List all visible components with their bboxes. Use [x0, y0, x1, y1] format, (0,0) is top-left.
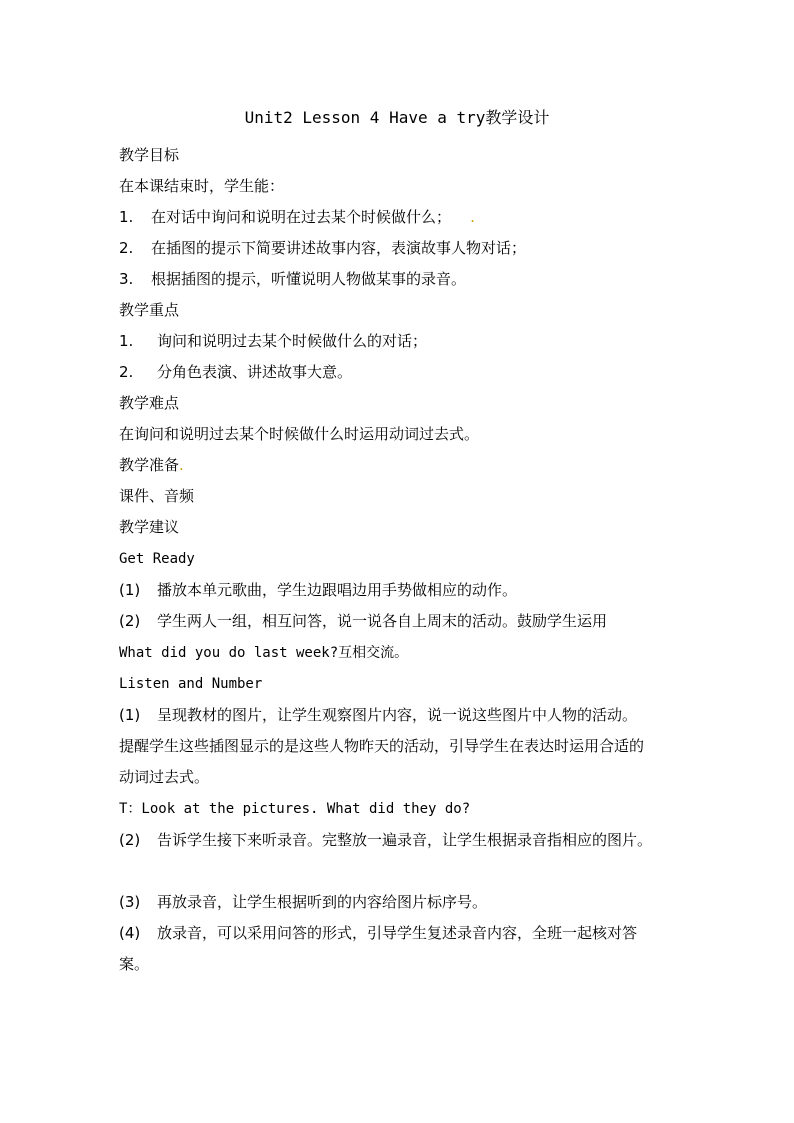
teacher-dialog: T：Look at the pictures. What did they do?	[119, 801, 471, 817]
preparation-text: 课件、音频	[119, 487, 195, 505]
item-number: (1)	[119, 706, 141, 724]
item-number: (2)	[119, 612, 141, 630]
listen-item	[119, 828, 679, 852]
objective-item	[119, 205, 679, 229]
listen-item-continued: 动词过去式。	[119, 768, 210, 786]
difficulties-text: 在询问和说明过去某个时候做什么时运用动词过去式。	[119, 425, 480, 443]
difficulties-heading: 教学难点	[119, 394, 180, 412]
key-point-item	[119, 360, 679, 384]
item-text: 学生两人一组，相互问答，说一说各自上周末的活动。鼓励学生运用	[157, 612, 608, 630]
item-number: (4)	[119, 924, 141, 942]
suggestions-heading: 教学建议	[119, 518, 180, 536]
item-number: (2)	[119, 831, 141, 849]
get-ready-item	[119, 578, 679, 602]
get-ready-item-continued: What did you do last week?互相交流。	[119, 645, 409, 661]
item-text: 分角色表演、讲述故事大意。	[157, 363, 353, 381]
document-title: Unit2 Lesson 4 Have a try教学设计	[244, 108, 550, 127]
item-number: 1.	[119, 332, 134, 350]
item-text: 放录音，可以采用问答的形式，引导学生复述录音内容，全班一起核对答	[157, 924, 638, 942]
get-ready-item	[119, 609, 679, 633]
listen-heading: Listen and Number	[119, 676, 263, 692]
objectives-heading: 教学目标	[119, 146, 180, 164]
listen-item-continued: 提醒学生这些插图显示的是这些人物昨天的活动，引导学生在表达时运用合适的	[119, 737, 645, 755]
listen-item	[119, 703, 679, 727]
item-number: 2.	[119, 239, 134, 257]
item-number: 1.	[119, 208, 134, 226]
item-text: 呈现教材的图片，让学生观察图片内容，说一说这些图片中人物的活动。	[157, 706, 638, 724]
stray-mark: .	[179, 456, 184, 474]
item-text: 在插图的提示下简要讲述故事内容，表演故事人物对话；	[151, 239, 527, 257]
item-number: (3)	[119, 893, 141, 911]
get-ready-heading: Get Ready	[119, 551, 195, 567]
item-number: 3.	[119, 270, 134, 288]
item-text: 播放本单元歌曲，学生边跟唱边用手势做相应的动作。	[157, 581, 518, 599]
preparation-heading	[119, 453, 679, 477]
objectives-intro: 在本课结束时，学生能：	[119, 177, 285, 195]
item-number: (1)	[119, 581, 141, 599]
listen-item-continued: 案。	[119, 955, 150, 973]
item-text: 根据插图的提示，听懂说明人物做某事的录音。	[151, 270, 467, 288]
listen-item	[119, 890, 679, 914]
listen-item	[119, 921, 679, 945]
stray-mark: .	[451, 208, 475, 226]
objective-item	[119, 236, 679, 260]
item-text: 再放录音，让学生根据听到的内容给图片标序号。	[157, 893, 488, 911]
item-text: 在对话中询问和说明在过去某个时候做什么；	[151, 208, 452, 226]
key-points-heading: 教学重点	[119, 301, 180, 319]
item-text: 告诉学生接下来听录音。完整放一遍录音，让学生根据录音指相应的图片。	[157, 831, 653, 849]
item-text: 询问和说明过去某个时候做什么的对话；	[157, 332, 428, 350]
preparation-heading-text: 教学准备	[119, 456, 180, 474]
item-number: 2.	[119, 363, 134, 381]
objective-item	[119, 267, 679, 291]
key-point-item	[119, 329, 679, 353]
